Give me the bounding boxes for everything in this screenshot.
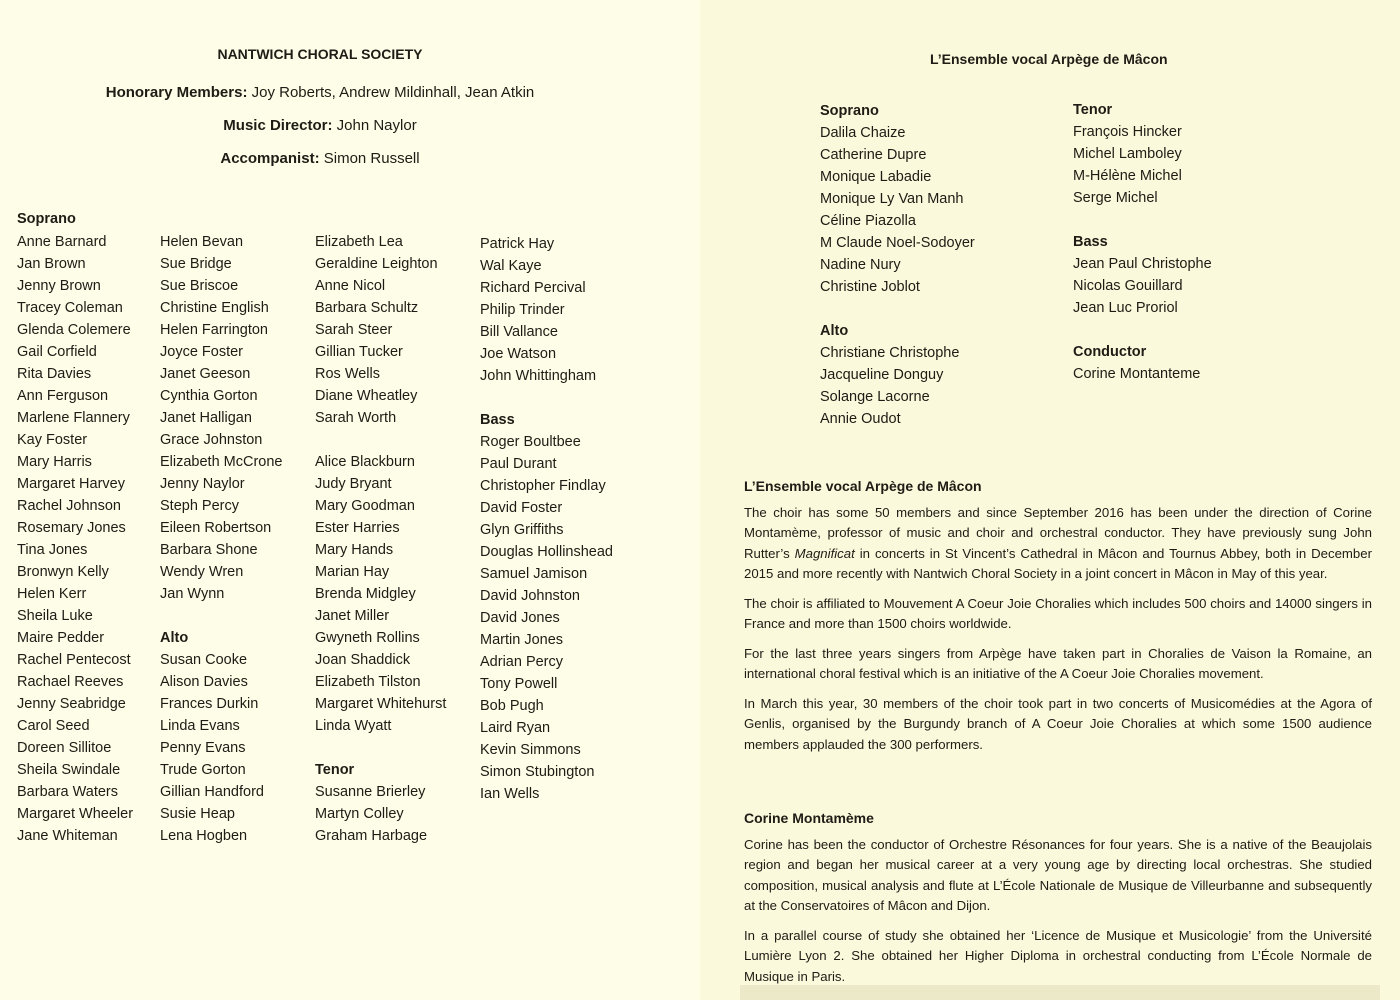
member-name: Glyn Griffiths <box>480 522 564 538</box>
member-name: Rachel Johnson <box>17 498 121 514</box>
arpege-soprano-heading: Soprano <box>820 103 879 119</box>
member-name: Jenny Seabridge <box>17 696 126 712</box>
member-name: David Jones <box>480 610 560 626</box>
member-name: Linda Wyatt <box>315 718 392 734</box>
member-name: Bill Vallance <box>480 324 558 340</box>
member-name: Marian Hay <box>315 564 390 580</box>
member-name: Margaret Wheeler <box>17 806 134 822</box>
member-name: Ros Wells <box>315 366 380 382</box>
member-name: Maire Pedder <box>17 630 105 646</box>
member-name: François Hincker <box>1073 124 1182 140</box>
member-name: Cynthia Gorton <box>160 388 258 404</box>
nantwich-title: NANTWICH CHORAL SOCIETY <box>217 46 423 62</box>
arpege-conductor-heading: Conductor <box>1073 344 1147 360</box>
member-name: Eileen Robertson <box>160 520 272 536</box>
member-name: Christine English <box>160 300 269 316</box>
member-name: Susanne Brierley <box>315 784 426 800</box>
arpege-alto-heading: Alto <box>820 323 849 339</box>
member-name: Margaret Whitehurst <box>315 696 447 712</box>
member-name: Susie Heap <box>160 806 235 822</box>
member-name: Helen Bevan <box>160 234 244 250</box>
member-name: Sarah Steer <box>315 322 393 338</box>
member-name: Corine Montanteme <box>1073 366 1201 382</box>
member-name: Gillian Handford <box>160 784 264 800</box>
member-name: Christiane Christophe <box>820 345 960 361</box>
member-name: Douglas Hollinshead <box>480 544 613 560</box>
honorary-value: Joy Roberts, Andrew Mildinhall, Jean Atkin <box>247 84 535 101</box>
member-name: M Claude Noel-Sodoyer <box>820 235 975 251</box>
member-name: Linda Evans <box>160 718 240 734</box>
member-name: Jenny Naylor <box>160 476 245 492</box>
member-name: Nicolas Gouillard <box>1073 278 1183 294</box>
member-name: Dalila Chaize <box>820 125 906 141</box>
member-name: Laird Ryan <box>480 720 551 736</box>
member-name: Elizabeth Tilston <box>315 674 421 690</box>
member-name: Patrick Hay <box>480 236 555 252</box>
member-name: Bob Pugh <box>480 698 544 714</box>
column-4 <box>480 233 613 805</box>
honorary-label: Honorary Members: <box>105 84 248 101</box>
soprano-heading: Soprano <box>17 211 76 227</box>
music-director-line <box>0 117 640 134</box>
member-name: Martyn Colley <box>315 806 404 822</box>
member-name: Rachael Reeves <box>17 674 124 690</box>
soprano-column-1 <box>17 231 133 847</box>
member-name: Sheila Luke <box>17 608 93 624</box>
arpege-title: L’Ensemble vocal Arpège de Mâcon <box>930 51 1168 67</box>
tenor-heading: Tenor <box>315 762 355 778</box>
member-name: Helen Farrington <box>160 322 268 338</box>
member-name: Simon Stubington <box>480 764 595 780</box>
member-name: Jan Wynn <box>160 586 225 602</box>
member-name: Barbara Shone <box>160 542 258 558</box>
member-name: Jean Paul Christophe <box>1073 256 1212 272</box>
member-name: Brenda Midgley <box>315 586 416 602</box>
bio-paragraph-1: Corine has been the conductor of Orchestre Résonances for four years. She is a native of the Beaujolais region and began her musical career at a very young age by directing local orchestras. She studied composition, musical analysis and flute at L’École Nationale de Musique de Villeurbanne and subsequently at the Conservatoires of Mâcon and Dijon. <box>744 836 1372 913</box>
member-name: Kay Foster <box>17 432 88 448</box>
member-name: Céline Piazolla <box>820 213 916 229</box>
member-name: M-Hélène Michel <box>1073 168 1182 184</box>
about-paragraph-1: The choir has some 50 members and since September 2016 has been under the direction of Corine Montamème, professor of music and choir and orchestral conductor. They have previously sung John Rutter’s Magnificat in concerts in St Vincent’s Cathedral in Mâcon and Tournus Abbey, both in December 2015 and more recently with Nantwich Choral Society in a joint concert in Mâcon in May of this year. <box>744 504 1372 581</box>
arpege-tenor-bass-column <box>1073 99 1212 385</box>
member-name: Graham Harbage <box>315 828 428 844</box>
member-name: Margaret Harvey <box>17 476 125 492</box>
bass-heading: Bass <box>480 412 515 428</box>
member-name: Penny Evans <box>160 740 246 756</box>
member-name: Solange Lacorne <box>820 389 930 405</box>
honorary-members-line <box>0 84 640 101</box>
member-name: Sue Briscoe <box>160 278 239 294</box>
member-name: David Foster <box>480 500 563 516</box>
member-name: Sue Bridge <box>160 256 232 272</box>
member-name: Diane Wheatley <box>315 388 418 404</box>
member-name: Rosemary Jones <box>17 520 126 536</box>
member-name: David Johnston <box>480 588 580 604</box>
member-name: Jenny Brown <box>17 278 101 294</box>
soprano-alto-column-2 <box>160 231 283 847</box>
member-name: Paul Durant <box>480 456 557 472</box>
arpege-bass-heading: Bass <box>1073 234 1108 250</box>
about-paragraph-3: For the last three years singers from Arpège have taken part in Choralies de Vaison la Romaine, an international choral festival which is an initiative of the A Coeur Joie Choralies movement. <box>744 645 1372 681</box>
member-name: Tony Powell <box>480 676 558 692</box>
member-name: Ian Wells <box>480 786 540 802</box>
member-name: Gwyneth Rollins <box>315 630 420 646</box>
member-name: Catherine Dupre <box>820 147 927 163</box>
bio-heading: Corine Montamème <box>744 810 874 826</box>
member-name: Kevin Simmons <box>480 742 581 758</box>
bio-section <box>744 808 1372 996</box>
member-name: Christopher Findlay <box>480 478 606 494</box>
member-name: Gail Corfield <box>17 344 97 360</box>
member-name: Anne Barnard <box>17 234 107 250</box>
member-name: Jacqueline Donguy <box>820 367 944 383</box>
member-name: Annie Oudot <box>820 411 901 427</box>
member-name: Doreen Sillitoe <box>17 740 112 756</box>
member-name: Lena Hogben <box>160 828 248 844</box>
member-name: Glenda Colemere <box>17 322 131 338</box>
member-name: Philip Trinder <box>480 302 565 318</box>
member-name: Barbara Waters <box>17 784 118 800</box>
member-name: Tracey Coleman <box>17 300 123 316</box>
arpege-tenor-heading: Tenor <box>1073 102 1113 118</box>
member-name: Mary Harris <box>17 454 92 470</box>
member-name: Ester Harries <box>315 520 400 536</box>
member-name: Janet Miller <box>315 608 390 624</box>
member-name: Wendy Wren <box>160 564 244 580</box>
member-name: Anne Nicol <box>315 278 386 294</box>
member-name: Mary Hands <box>315 542 394 558</box>
member-name: Roger Boultbee <box>480 434 581 450</box>
member-name: Jan Brown <box>17 256 86 272</box>
member-name: Bronwyn Kelly <box>17 564 109 580</box>
alto-heading: Alto <box>160 630 189 646</box>
member-name: Monique Labadie <box>820 169 932 185</box>
member-name: Gillian Tucker <box>315 344 403 360</box>
member-name: Jane Whiteman <box>17 828 118 844</box>
member-name: Judy Bryant <box>315 476 392 492</box>
member-name: Janet Halligan <box>160 410 252 426</box>
member-name: Rachel Pentecost <box>17 652 131 668</box>
member-name: Michel Lamboley <box>1073 146 1182 162</box>
member-name: Mary Goodman <box>315 498 415 514</box>
member-name: Martin Jones <box>480 632 564 648</box>
member-name: Alison Davies <box>160 674 248 690</box>
member-name: Wal Kaye <box>480 258 542 274</box>
member-name: Geraldine Leighton <box>315 256 438 272</box>
member-name: Carol Seed <box>17 718 90 734</box>
member-name: Sheila Swindale <box>17 762 121 778</box>
member-name: Barbara Schultz <box>315 300 419 316</box>
accompanist-line <box>0 150 640 167</box>
about-paragraph-4: In March this year, 30 members of the choir took part in two concerts of Musicomédies at the Agora of Genlis, organised by the Burgundy branch of A Coeur Joie Choralies at which some 1500 audience members applauded the 300 performers. <box>744 695 1372 752</box>
member-name: Grace Johnston <box>160 432 263 448</box>
member-name: Rita Davies <box>17 366 92 382</box>
director-value: John Naylor <box>332 117 417 134</box>
member-name: Tina Jones <box>17 542 88 558</box>
column-3 <box>315 231 446 847</box>
member-name: Serge Michel <box>1073 190 1158 206</box>
member-name: Joe Watson <box>480 346 557 362</box>
member-name: Christine Joblot <box>820 279 920 295</box>
accompanist-value: Simon Russell <box>319 150 420 167</box>
accompanist-label: Accompanist: <box>220 150 320 167</box>
arpege-soprano-alto-column <box>820 100 975 430</box>
member-name: Elizabeth Lea <box>315 234 403 250</box>
member-name: John Whittingham <box>480 368 597 384</box>
member-name: Marlene Flannery <box>17 410 130 426</box>
member-name: Samuel Jamison <box>480 566 588 582</box>
bio-paragraph-2: In a parallel course of study she obtained her ‘Licence de Musique et Musicologie’ from the Université Lumière Lyon 2. She obtained her Higher Diploma in orchestral conducting from L’École Normale de Musique in Paris. <box>744 927 1372 984</box>
member-name: Monique Ly Van Manh <box>820 191 964 207</box>
about-heading: L’Ensemble vocal Arpège de Mâcon <box>744 478 982 494</box>
member-name: Ann Ferguson <box>17 388 109 404</box>
member-name: Janet Geeson <box>160 366 251 382</box>
member-name: Trude Gorton <box>160 762 246 778</box>
member-name: Susan Cooke <box>160 652 248 668</box>
member-name: Richard Percival <box>480 280 586 296</box>
member-name: Frances Durkin <box>160 696 259 712</box>
member-name: Jean Luc Proriol <box>1073 300 1178 316</box>
member-name: Joan Shaddick <box>315 652 411 668</box>
director-label: Music Director: <box>223 117 333 134</box>
member-name: Steph Percy <box>160 498 239 514</box>
member-name: Adrian Percy <box>480 654 564 670</box>
member-name: Sarah Worth <box>315 410 397 426</box>
member-name: Elizabeth McCrone <box>160 454 283 470</box>
member-name: Nadine Nury <box>820 257 901 273</box>
about-paragraph-2: The choir is affiliated to Mouvement A Coeur Joie Choralies which includes 500 choirs and 14000 singers in France and more than 1500 choirs worldwide. <box>744 595 1372 631</box>
member-name: Helen Kerr <box>17 586 87 602</box>
member-name: Alice Blackburn <box>315 454 415 470</box>
about-section <box>744 476 1372 764</box>
member-name: Joyce Foster <box>160 344 243 360</box>
